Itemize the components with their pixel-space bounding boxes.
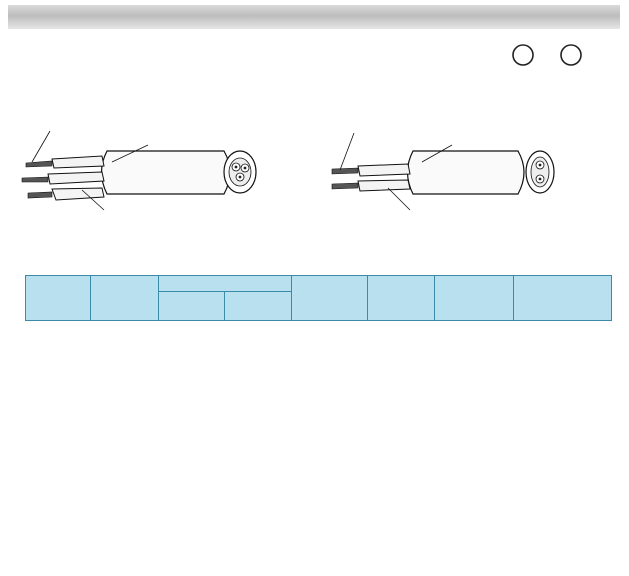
three-core-cable-icon [12, 118, 312, 223]
cul-us-logo-icon [561, 45, 581, 65]
two-core-cable-icon [318, 118, 618, 223]
header-insulation [292, 276, 368, 321]
cable-diagram-two-core [318, 118, 618, 223]
title-bar [8, 5, 620, 29]
header-sheath [368, 276, 435, 321]
header-construction [225, 292, 292, 321]
ul-listed-logo-icon [513, 45, 533, 65]
spec-table [25, 275, 612, 321]
header-conductor-group [159, 276, 292, 292]
ul-logos [511, 40, 591, 80]
cable-diagram-three-core [12, 118, 312, 223]
header-type [26, 276, 91, 321]
header-overall [435, 276, 514, 321]
header-normal-area [159, 292, 225, 321]
header-resistance [514, 276, 612, 321]
header-conductors [91, 276, 159, 321]
